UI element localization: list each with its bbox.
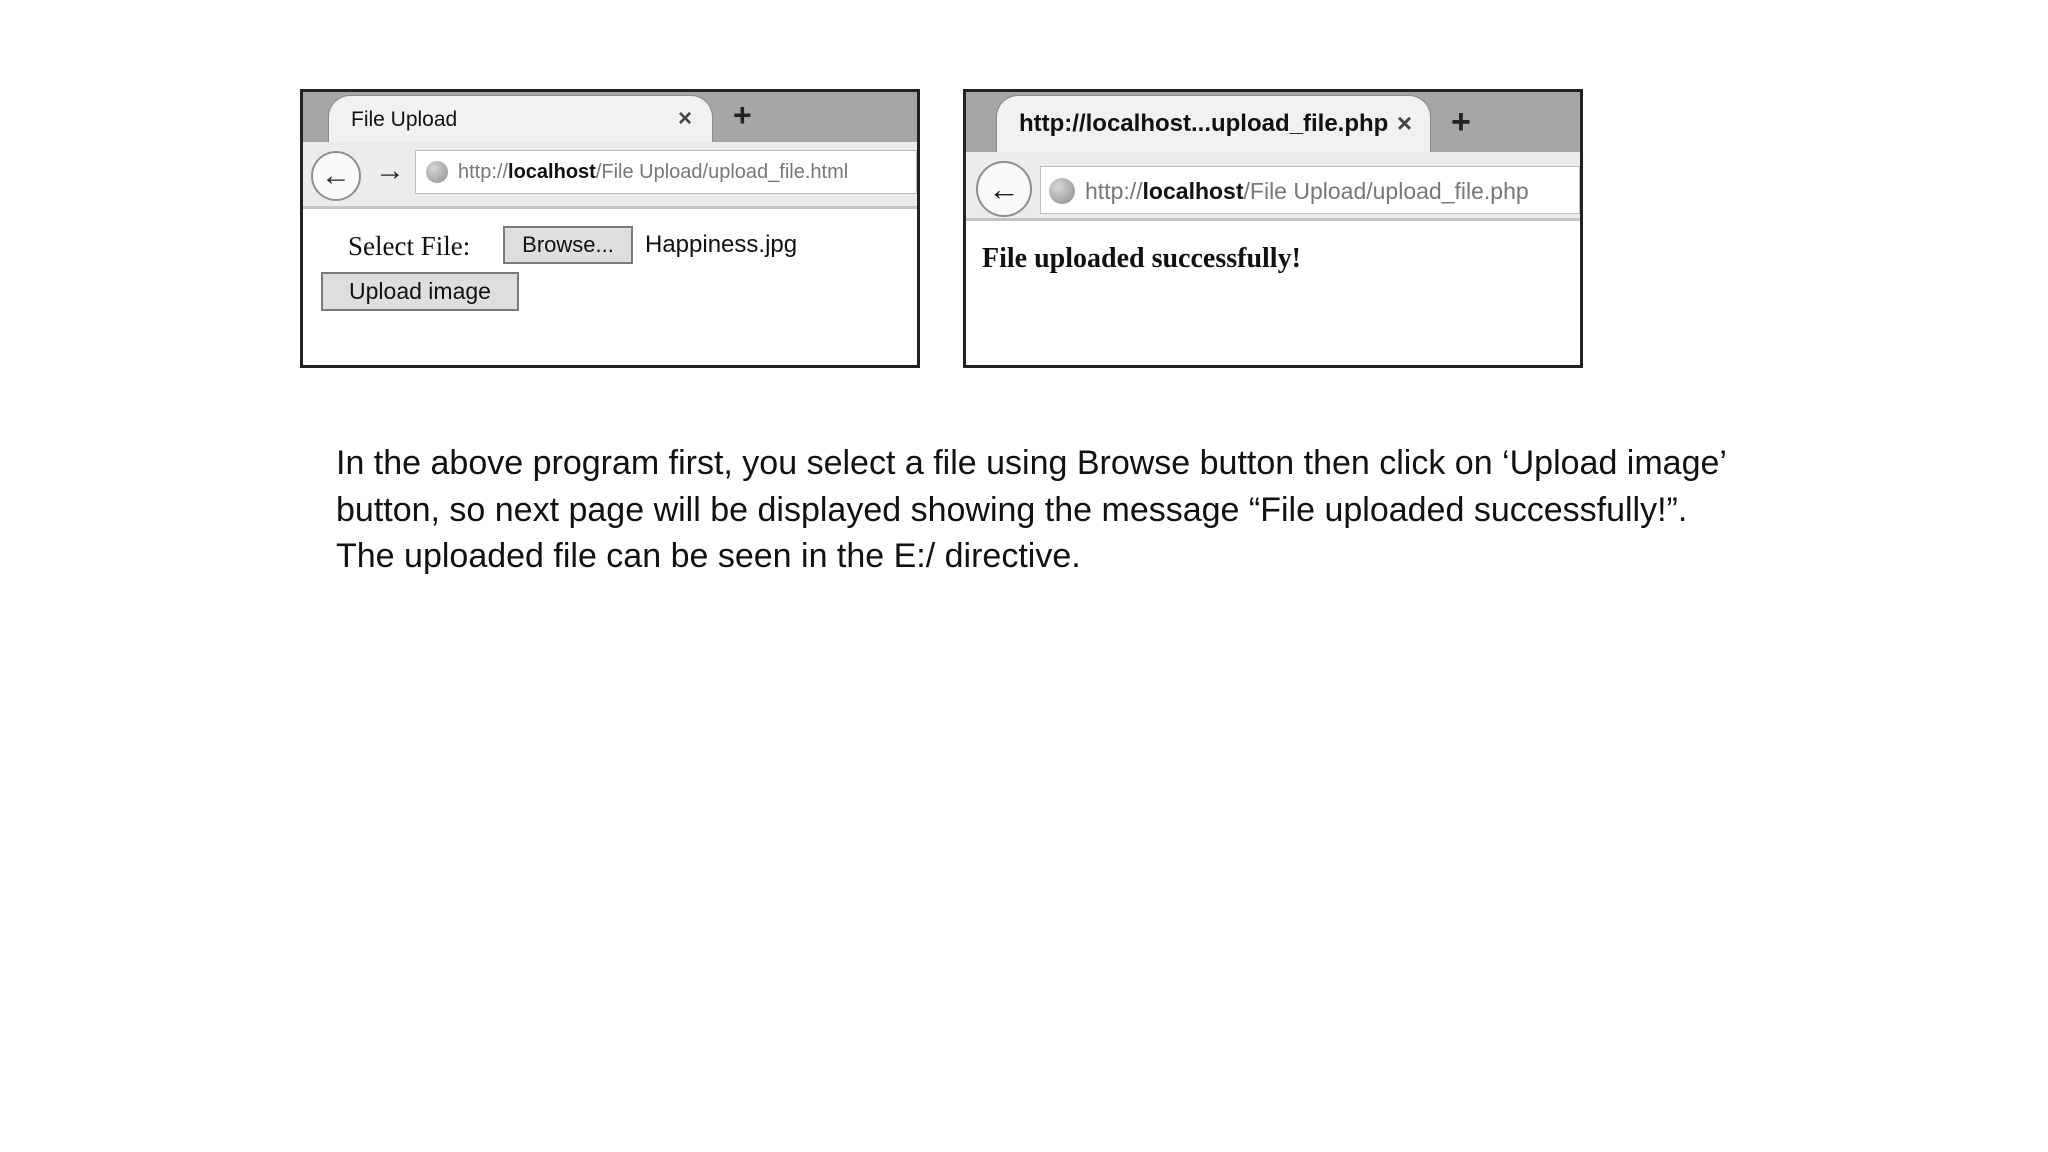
url-host: localhost (1142, 178, 1244, 204)
url-text (458, 161, 848, 184)
forward-arrow-icon[interactable]: → (375, 154, 405, 187)
tab-strip (303, 92, 917, 142)
globe-icon (1049, 178, 1075, 204)
address-bar[interactable] (1040, 166, 1580, 214)
success-message: File uploaded successfully! (982, 243, 1301, 274)
address-bar[interactable] (415, 150, 917, 194)
navigation-bar (303, 142, 917, 209)
tab-title: File Upload (351, 108, 458, 131)
url-text (1085, 178, 1529, 205)
upload-image-button[interactable]: Upload image (321, 272, 519, 311)
url-host: localhost (508, 161, 596, 183)
select-file-label: Select File: (348, 231, 471, 261)
back-arrow-icon[interactable]: ← (976, 161, 1032, 217)
new-tab-icon[interactable]: + (1451, 103, 1471, 141)
browse-button[interactable]: Browse... (503, 226, 633, 264)
url-prefix: http:// (1085, 178, 1143, 204)
selected-filename: Happiness.jpg (645, 231, 798, 258)
navigation-bar (966, 152, 1580, 221)
url-prefix: http:// (458, 161, 509, 183)
url-path: /File Upload/upload_file.php (1243, 178, 1529, 204)
close-icon[interactable]: × (1396, 108, 1412, 138)
upload-form-screenshot (300, 89, 920, 368)
url-path: /File Upload/upload_file.html (595, 161, 849, 183)
page-content (966, 221, 1580, 365)
close-icon[interactable]: × (677, 105, 692, 132)
upload-result-screenshot (963, 89, 1583, 368)
browser-tab[interactable] (996, 95, 1431, 153)
globe-icon (426, 161, 448, 183)
tab-title: http://localhost...upload_file.php (1019, 110, 1389, 137)
browser-tab[interactable] (328, 95, 713, 143)
back-arrow-icon[interactable]: ← (311, 151, 361, 201)
new-tab-icon[interactable]: + (733, 97, 752, 133)
page-content (303, 209, 917, 365)
tab-strip (966, 92, 1580, 152)
caption-paragraph: In the above program first, you select a file using Browse button then click on ‘Upload image’ button, so next page will be displayed showing the message “File uploaded successfully!”. The uploaded file can be seen in the E:/ directive. (336, 444, 1726, 575)
